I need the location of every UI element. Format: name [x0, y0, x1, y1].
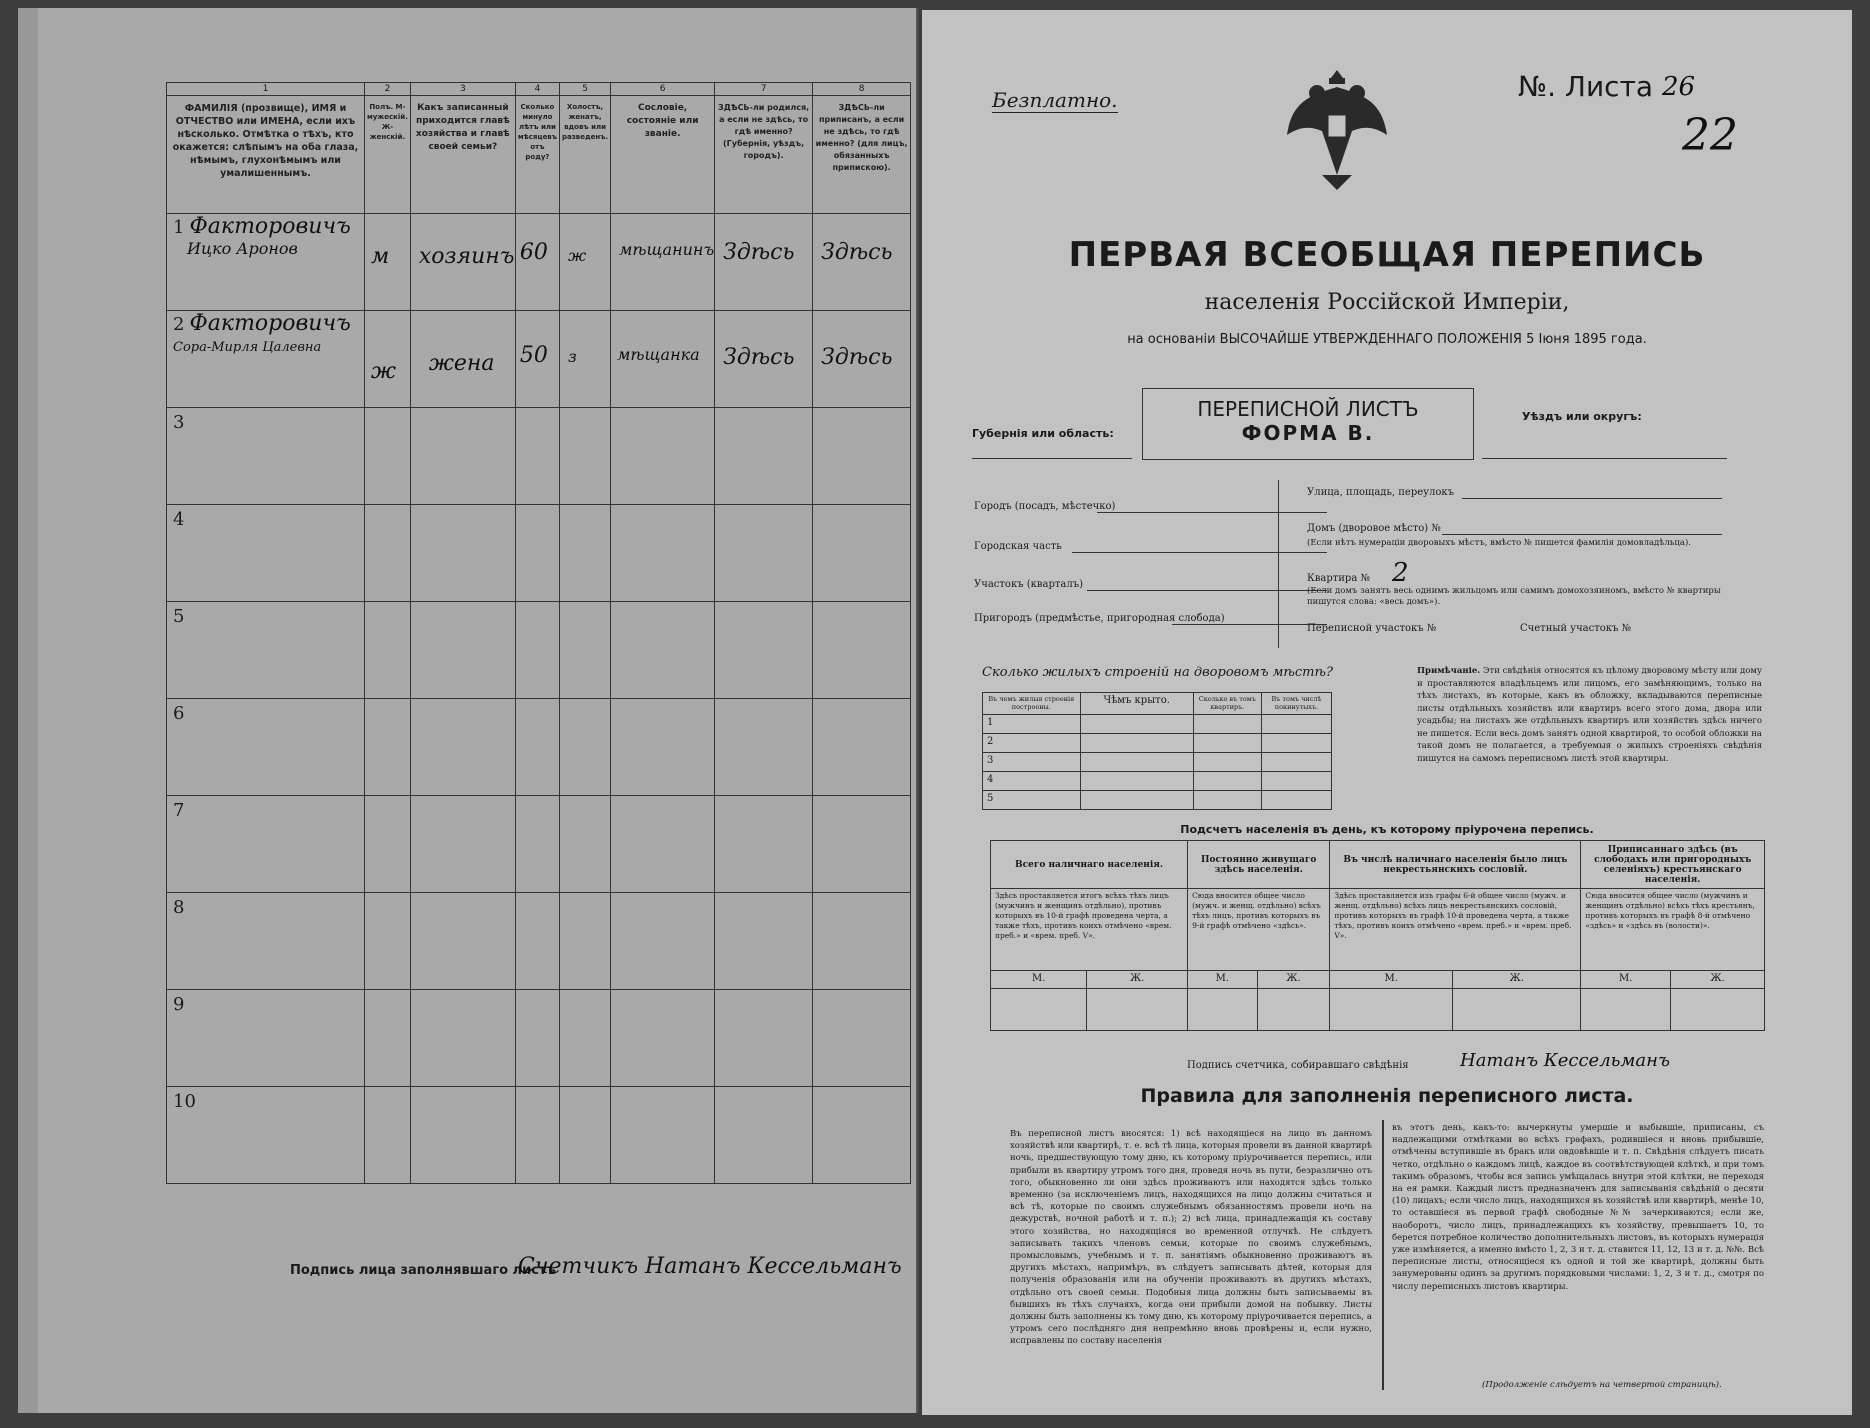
female-label: Ж.	[1453, 971, 1581, 989]
rules-left-column: Въ переписной листъ вносятся: 1) всѣ находящіеся на лицо въ данномъ хозяйствѣ или квартирѣ, т. е. всѣ тѣ лица, которыя провели въ данной квартирѣ ночь, предшествующую тому дню, къ которому пріурочивается перепись, или прибыли въ квартиру утромъ того дня, проведя ночь въ пути, безразлично отъ того, обыкновенно ли они здѣсь проживаютъ или находятся здѣсь только временно (за исключеніемъ лицъ, находящихся на лицо должны считаться и всѣ тѣ, которые по своимъ служебнымъ обязанностямъ провели ночь на дежурствѣ, ночной работѣ и т. п.); 2) всѣ лица, принадлежащія къ составу этого хозяйства, но находящіяся во временной отлучкѣ. Не слѣдуетъ записывать такихъ членовъ семьи, которые по своимъ служебнымъ, промысловымъ, учебнымъ и т. п. занятіямъ обыкновенно проживаютъ въ другихъ мѣстахъ, напримѣръ, въ слѣдуетъ записывать дѣтей, которыя для полученія образованія или на обученіи проживаютъ въ другихъ мѣстахъ, отдѣльно отъ своей семьи. Подобныя лица должны быть записываемы въ бывшихъ въ тѣхъ случаяхъ, когда они прибыли домой на побывку. Листы должны быть заполнены къ тому дню, къ которому пріурочивается перепись, а утромъ сего послѣдняго дня непремѣнно вновь провѣрены и, если нужно, исправлены по составу населенія	[1010, 1129, 1372, 1347]
row-number: 5	[173, 606, 185, 627]
buildings-row-num: 5	[983, 791, 1081, 810]
buildings-col: Чѣмъ крыто.	[1080, 693, 1193, 715]
header-registered: ЗДѢСЬ-ли приписанъ, а если не здѣсь, то гдѣ именно? (для лицъ, обязанныхъ припискою).	[813, 96, 911, 214]
row-number: 7	[173, 800, 185, 821]
header-relation: Какъ записанный приходится главѣ хозяйства и главѣ своей семьи?	[410, 96, 515, 214]
buildings-row-num: 3	[983, 753, 1081, 772]
sheet-title: ПЕРЕПИСНОЙ ЛИСТЪ	[1197, 397, 1419, 421]
buildings-table	[982, 692, 1332, 810]
row-number: 10	[173, 1091, 196, 1112]
col-number: 4	[515, 83, 559, 96]
uezd-box	[1482, 388, 1727, 459]
rules-title: Правила для заполненія переписного листа.	[1140, 1085, 1634, 1107]
estate-value: мѣщанинъ	[619, 240, 715, 259]
field-district: Участокъ (кварталъ)	[974, 579, 1083, 590]
counter-signature-label: Подпись счетчика, собиравшаго свѣдѣнія	[1187, 1060, 1409, 1071]
note-text: Эти свѣдѣнія относятся къ цѣлому дворовому мѣсту или дому и проставляются владѣльцемъ или лицомъ, его замѣняющимъ, только на тѣхъ листахъ, въ которые, какъ въ обложку, вкладываются переписные листы отдѣльныхъ хозяйствъ или квартиръ всего этого дома, двора или усадьбы; на листахъ же отдѣльныхъ квартиръ или хозяйствъ здѣсь ничего не пишется. Если весь домъ занятъ одной квартирой, то особой обложки на такой домъ не полагается, а требуемыя о жилыхъ строеніяхъ свѣдѣнія пишутся на самомъ переписномъ листѣ этой квартиры.	[1417, 666, 1762, 764]
field-line	[1072, 552, 1327, 553]
marital-value: з	[568, 347, 577, 366]
col-number: 5	[560, 83, 611, 96]
note-title: Примѣчаніе.	[1417, 666, 1481, 676]
col-number: 3	[410, 83, 515, 96]
counter-signature-handwritten: Натанъ Кессельманъ	[1460, 1050, 1670, 1071]
left-page	[18, 8, 918, 1413]
census-table	[166, 82, 911, 1184]
house-label: Домъ (дворовое мѣсто) №	[1307, 523, 1441, 534]
surname: Факторовичъ	[189, 311, 351, 336]
table-row	[167, 408, 911, 505]
buildings-col: Въ чемъ жилыя строенія построены.	[983, 693, 1081, 715]
header-marital: Холостъ, женатъ, вдовъ или разведенъ.	[560, 96, 611, 214]
row-number: 1	[173, 217, 185, 238]
guberniya-box	[972, 388, 1132, 459]
divider	[1382, 1120, 1384, 1390]
birthplace-value: Здѣсь	[723, 240, 795, 265]
divider	[1278, 480, 1279, 648]
count-title: Подсчетъ населенія въ день, къ которому пріурочена перепись.	[1180, 823, 1594, 836]
male-label: М.	[1581, 971, 1671, 989]
signature-label: Подпись лица заполнявшаго листъ	[290, 1263, 557, 1278]
apartment-value: 2	[1392, 558, 1409, 588]
sheet-title-box	[1142, 388, 1474, 460]
table-row	[167, 1087, 911, 1184]
row-number: 9	[173, 994, 185, 1015]
count-table	[990, 840, 1765, 1031]
relation-value: хозяинъ	[418, 244, 515, 269]
guberniya-label: Губернія или область:	[972, 427, 1114, 440]
surname: Факторовичъ	[189, 214, 351, 239]
table-row	[167, 505, 911, 602]
female-label: Ж.	[1257, 971, 1330, 989]
male-label: М.	[991, 971, 1087, 989]
count-desc: Здѣсь проставляется итогъ всѣхъ тѣхъ лицъ (мужчинъ и женщинъ отдѣльно), противъ которыхъ въ 10-й графѣ проведена черта, а также тѣхъ, противъ коихъ отмѣчено «врем. преб.» и «врем. преб. V».	[991, 889, 1188, 971]
table-row	[167, 699, 911, 796]
form-label: ФОРМА В.	[1241, 421, 1375, 445]
col-number: 2	[365, 83, 411, 96]
count-desc: Здѣсь проставляется изъ графы 6-й общее число (мужч. и женщ. отдѣльно) всѣхъ лицъ некрестьянскихъ сословій, противъ которыхъ въ графѣ 10-й проведена черта, а также тѣхъ, противъ коихъ отмѣчено «врем. преб.» и «врем. преб. V».	[1330, 889, 1581, 971]
sex-value: м	[371, 244, 390, 269]
registered-value: Здѣсь	[821, 345, 893, 370]
census-basis: на основаніи ВЫСОЧАЙШЕ УТВЕРЖДЕННАГО ПОЛОЖЕНІЯ 5 Іюня 1895 года.	[1127, 332, 1647, 347]
header-sex: Полъ. М-мужескій. Ж-женскій.	[365, 96, 411, 214]
buildings-row-num: 2	[983, 734, 1081, 753]
uezd-label: Уѣздъ или округъ:	[1522, 410, 1642, 423]
male-label: М.	[1188, 971, 1258, 989]
house-note: (Если нѣтъ нумераціи дворовыхъ мѣстъ, вмѣсто № пишется фамилія домовладѣльца).	[1307, 538, 1691, 548]
female-label: Ж.	[1087, 971, 1188, 989]
col-number: 1	[167, 83, 365, 96]
buildings-row-num: 4	[983, 772, 1081, 791]
male-label: М.	[1330, 971, 1453, 989]
age-value: 60	[519, 240, 548, 265]
free-label: Безплатно.	[992, 88, 1118, 112]
table-row	[167, 602, 911, 699]
header-birthplace: ЗДѢСЬ-ли родился, а если не здѣсь, то гдѣ именно? (Губернія, уѣздъ, городъ).	[715, 96, 813, 214]
field-suburb: Пригородъ (предмѣстье, пригородная слобода)	[974, 613, 1225, 624]
relation-value: жена	[428, 351, 495, 376]
buildings-question: Сколько жилыхъ строеній на дворовомъ мѣстѣ?	[982, 665, 1333, 680]
header-age: Сколько минуло лѣтъ или мѣсяцевъ отъ роду?	[515, 96, 559, 214]
table-row	[167, 214, 911, 311]
table-row	[167, 990, 911, 1087]
given-name: Сора-Мирля Цалевна	[173, 340, 322, 355]
row-number: 8	[173, 897, 185, 918]
field-line	[1087, 590, 1327, 591]
rules-right-column: въ этотъ день, какъ-то: вычеркнуты умершіе и выбывшіе, приписаны, съ надлежащими отмѣтками во всѣхъ графахъ, родившіеся и вновь прибывшіе, отмѣчены вступившіе въ бракъ или овдовѣвшіе и т. п. Свѣдѣнія слѣдуетъ писать четко, отдѣльно о каждомъ лицѣ, каждое въ соотвѣтствующей клѣткѣ, и при томъ такимъ образомъ, чтобы вся запись умѣщалась внутри этой клѣтки, не переходя на ея рамки. Каждый листъ предназначенъ для записыванія свѣдѣній о десяти (10) лицахъ; если число лицъ, находящихся въ хозяйствѣ или квартирѣ, менѣе 10, то оставшіеся въ первой графѣ свободные №№ зачеркиваются; если же, наоборотъ, число лицъ, принадлежащихъ къ хозяйству, превышаетъ 10, то берется потребное количество дополнительныхъ листовъ, въ которыхъ нумерація уже измѣняется, а именно вмѣсто 1, 2, 3 и т. д. ставится 11, 12, 13 и т. д. №№. Всѣ переписные листы, относящіеся къ одной и той же квартирѣ, должны быть занумерованы одинъ за другимъ порядковыми числами: 1, 2, 3 и т. д., смотря по числу переписныхъ листовъ квартиры.	[1392, 1123, 1764, 1292]
field-city-part: Городская часть	[974, 541, 1062, 552]
census-subtitle: населенія Россійской Имперіи,	[1204, 290, 1570, 315]
field-line	[1097, 512, 1327, 513]
marital-value: ж	[568, 246, 587, 265]
apartment-note: (Если домъ занятъ весь однимъ жильцомъ или самимъ домохозяиномъ, вмѣсто № квартиры пишутся слова: «весь домъ»).	[1307, 586, 1721, 607]
count-head: Постоянно живущаго здѣсь населенія.	[1188, 841, 1330, 889]
registered-value: Здѣсь	[821, 240, 893, 265]
street-label: Улица, площадь, переулокъ	[1307, 487, 1455, 498]
buildings-col: Сколько въ томъ квартиръ.	[1193, 693, 1261, 715]
given-name: Ицко Аронов	[187, 239, 298, 258]
col-number: 6	[611, 83, 715, 96]
birthplace-value: Здѣсь	[723, 345, 795, 370]
page-edge	[18, 8, 38, 1413]
census-title: ПЕРВАЯ ВСЕОБЩАЯ ПЕРЕПИСЬ	[1068, 235, 1706, 275]
note-block	[1417, 665, 1762, 765]
side-number: 22	[1682, 110, 1738, 161]
table-row	[167, 893, 911, 990]
right-page	[922, 10, 1852, 1415]
col-number: 8	[813, 83, 911, 96]
header-name: ФАМИЛІЯ (прозвище), ИМЯ и ОТЧЕСТВО или ИМЕНА, если ихъ нѣсколько. Отмѣтка о тѣхъ, кто окажется: слѣпымъ на оба глаза, нѣмымъ, глухонѣмымъ или умалишеннымъ.	[167, 96, 365, 214]
row-number: 4	[173, 509, 185, 530]
continued-note: (Продолженіе слѣдуетъ на четвертой страницѣ).	[1482, 1380, 1722, 1390]
age-value: 50	[519, 343, 548, 368]
female-label: Ж.	[1671, 971, 1765, 989]
count-head: Всего наличнаго населенія.	[991, 841, 1188, 889]
table-row	[167, 796, 911, 893]
buildings-col: Въ томъ числѣ покинутыхъ.	[1262, 693, 1332, 715]
field-line	[1172, 624, 1327, 625]
col-number: 7	[715, 83, 813, 96]
row-number: 6	[173, 703, 185, 724]
count-head: Приписаннаго здѣсь (въ слободахъ или пригородныхъ селеніяхъ) крестьянскаго населенія.	[1581, 841, 1765, 889]
census-district-label: Переписной участокъ №	[1307, 623, 1437, 634]
field-city: Городъ (посадъ, мѣстечко)	[974, 501, 1116, 512]
header-estate: Сословіе, состояніе или званіе.	[611, 96, 715, 214]
estate-value: мѣщанка	[617, 345, 700, 364]
counting-district-label: Счетный участокъ №	[1520, 623, 1632, 634]
sex-value: ж	[371, 359, 397, 384]
row-number: 3	[173, 412, 185, 433]
count-desc: Сюда вносится общее число (мужчинъ и женщинъ отдѣльно) всѣхъ тѣхъ крестьянъ, противъ которыхъ въ графѣ 8-й отмѣчено «здѣсь» и «здѣсь въ (волости)».	[1581, 889, 1765, 971]
field-line	[1462, 498, 1722, 499]
count-desc: Сюда вносится общее число (мужч. и женщ. отдѣльно) всѣхъ тѣхъ лицъ, противъ которыхъ въ 9-й графѣ отмѣчено «здѣсь».	[1188, 889, 1330, 971]
buildings-row-num: 1	[983, 715, 1081, 734]
table-row	[167, 311, 911, 408]
signature-handwritten: Счетчикъ Натанъ Кессельманъ	[518, 1254, 902, 1279]
row-number: 2	[173, 314, 185, 335]
count-head: Въ числѣ наличнаго населенія было лицъ некрестьянскихъ сословій.	[1330, 841, 1581, 889]
double-headed-eagle-icon	[1282, 65, 1392, 195]
field-line	[1442, 534, 1722, 535]
apartment-label: Квартира №	[1307, 573, 1370, 584]
sheet-number-label: №. Листа	[1518, 70, 1654, 103]
sheet-number-value: 26	[1662, 72, 1696, 102]
